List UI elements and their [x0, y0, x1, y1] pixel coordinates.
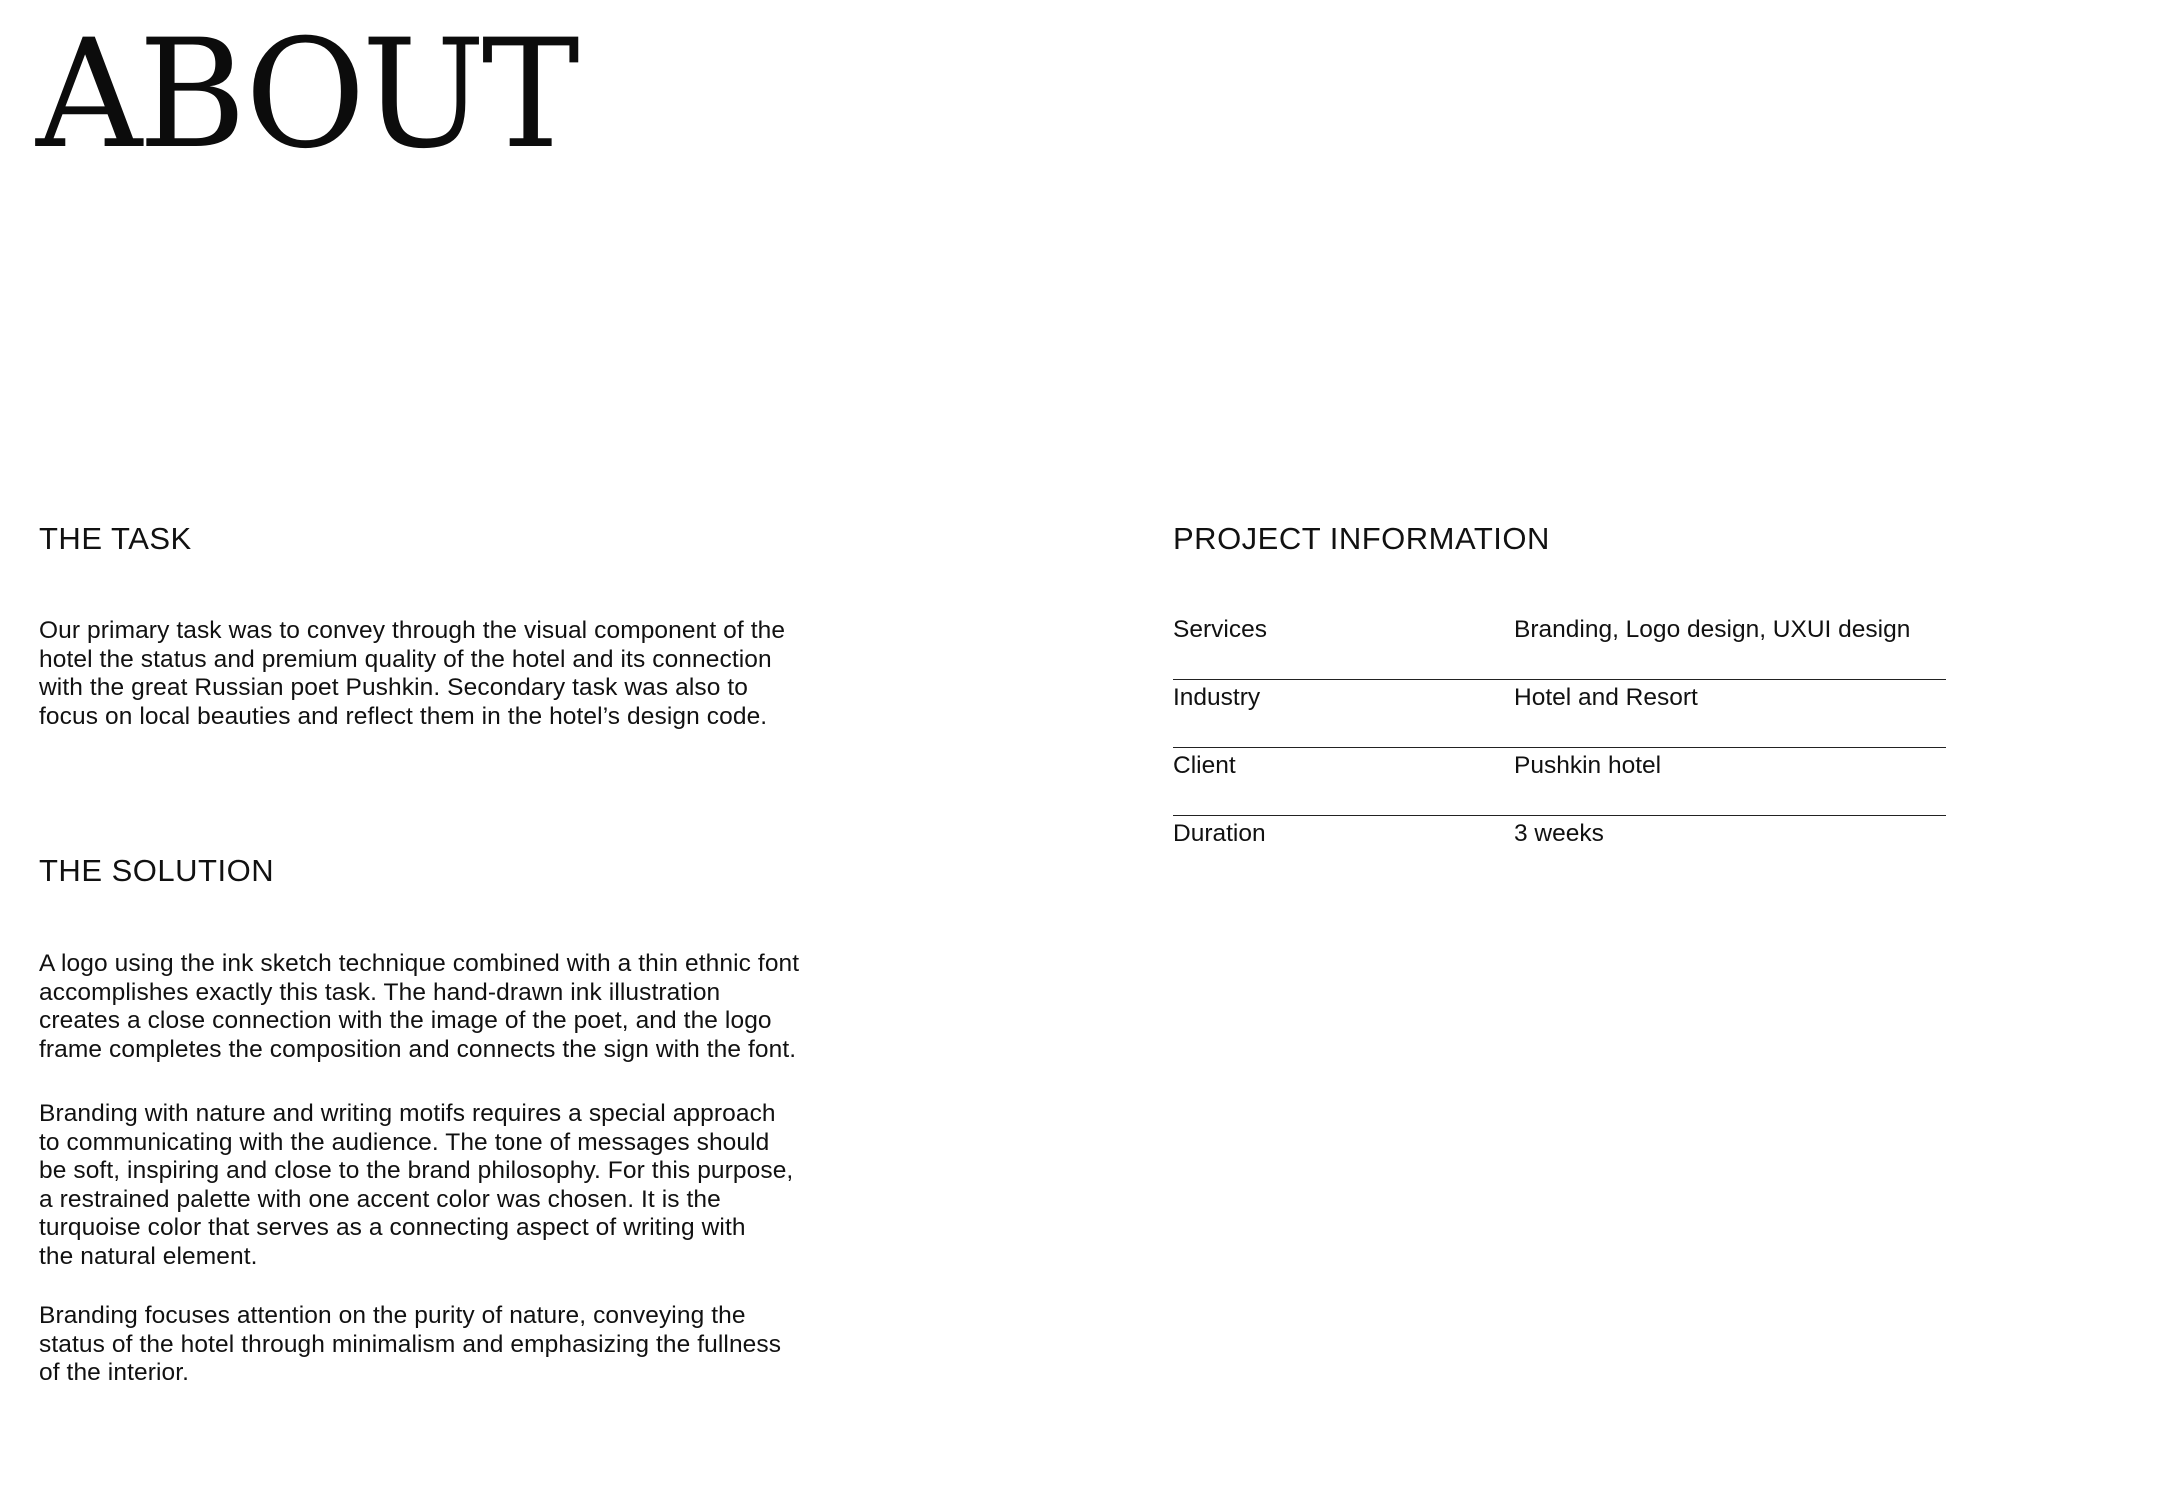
info-row-client — [1173, 748, 1946, 816]
project-info-heading: PROJECT INFORMATION — [1173, 521, 1550, 556]
info-value: Branding, Logo design, UXUI design — [1514, 616, 1911, 643]
solution-line: be soft, inspiring and close to the brand philosophy. For this purpose, — [39, 1157, 794, 1185]
info-row-duration — [1173, 816, 1946, 884]
info-row-industry — [1173, 680, 1946, 748]
solution-line: A logo using the ink sketch technique combined with a thin ethnic font — [39, 950, 800, 977]
solution-line: Branding with nature and writing motifs requires a special approach — [39, 1100, 776, 1127]
solution-line: frame completes the composition and connects the sign with the font. — [39, 1035, 797, 1063]
solution-line: Branding focuses attention on the purity of nature, conveying the — [39, 1302, 746, 1329]
solution-paragraph-3 — [39, 1302, 919, 1388]
solution-line: turquoise color that serves as a connecting aspect of writing with — [39, 1214, 746, 1242]
task-line: Our primary task was to convey through the visual component of the — [39, 617, 786, 644]
task-line: hotel the status and premium quality of the hotel and its connection — [39, 645, 772, 673]
solution-heading: THE SOLUTION — [39, 853, 275, 888]
project-info-table — [1173, 612, 1946, 884]
solution-line: the natural element. — [39, 1242, 258, 1270]
task-line: focus on local beauties and reflect them in the hotel’s design code. — [39, 702, 768, 730]
solution-line: of the interior. — [39, 1359, 190, 1387]
solution-line: creates a close connection with the image of the poet, and the logo — [39, 1007, 772, 1035]
solution-paragraph-1 — [39, 950, 939, 1064]
solution-line: to communicating with the audience. The tone of messages should — [39, 1128, 770, 1156]
solution-paragraph-2 — [39, 1100, 919, 1272]
info-value: 3 weeks — [1514, 820, 1604, 847]
info-value: Pushkin hotel — [1514, 752, 1662, 779]
info-value: Hotel and Resort — [1514, 684, 1698, 711]
task-paragraph — [39, 617, 919, 731]
info-label: Industry — [1173, 684, 1261, 711]
task-heading: THE TASK — [39, 521, 192, 556]
solution-line: status of the hotel through minimalism and emphasizing the fullness — [39, 1330, 782, 1358]
info-label: Services — [1173, 616, 1267, 643]
solution-line: a restrained palette with one accent color was chosen. It is the — [39, 1185, 721, 1213]
info-label: Duration — [1173, 820, 1266, 847]
task-line: with the great Russian poet Pushkin. Secondary task was also to — [39, 674, 749, 702]
page-title: ABOUT — [36, 8, 576, 182]
solution-line: accomplishes exactly this task. The hand-drawn ink illustration — [39, 978, 721, 1006]
info-label: Client — [1173, 752, 1236, 779]
info-row-services — [1173, 612, 1946, 680]
